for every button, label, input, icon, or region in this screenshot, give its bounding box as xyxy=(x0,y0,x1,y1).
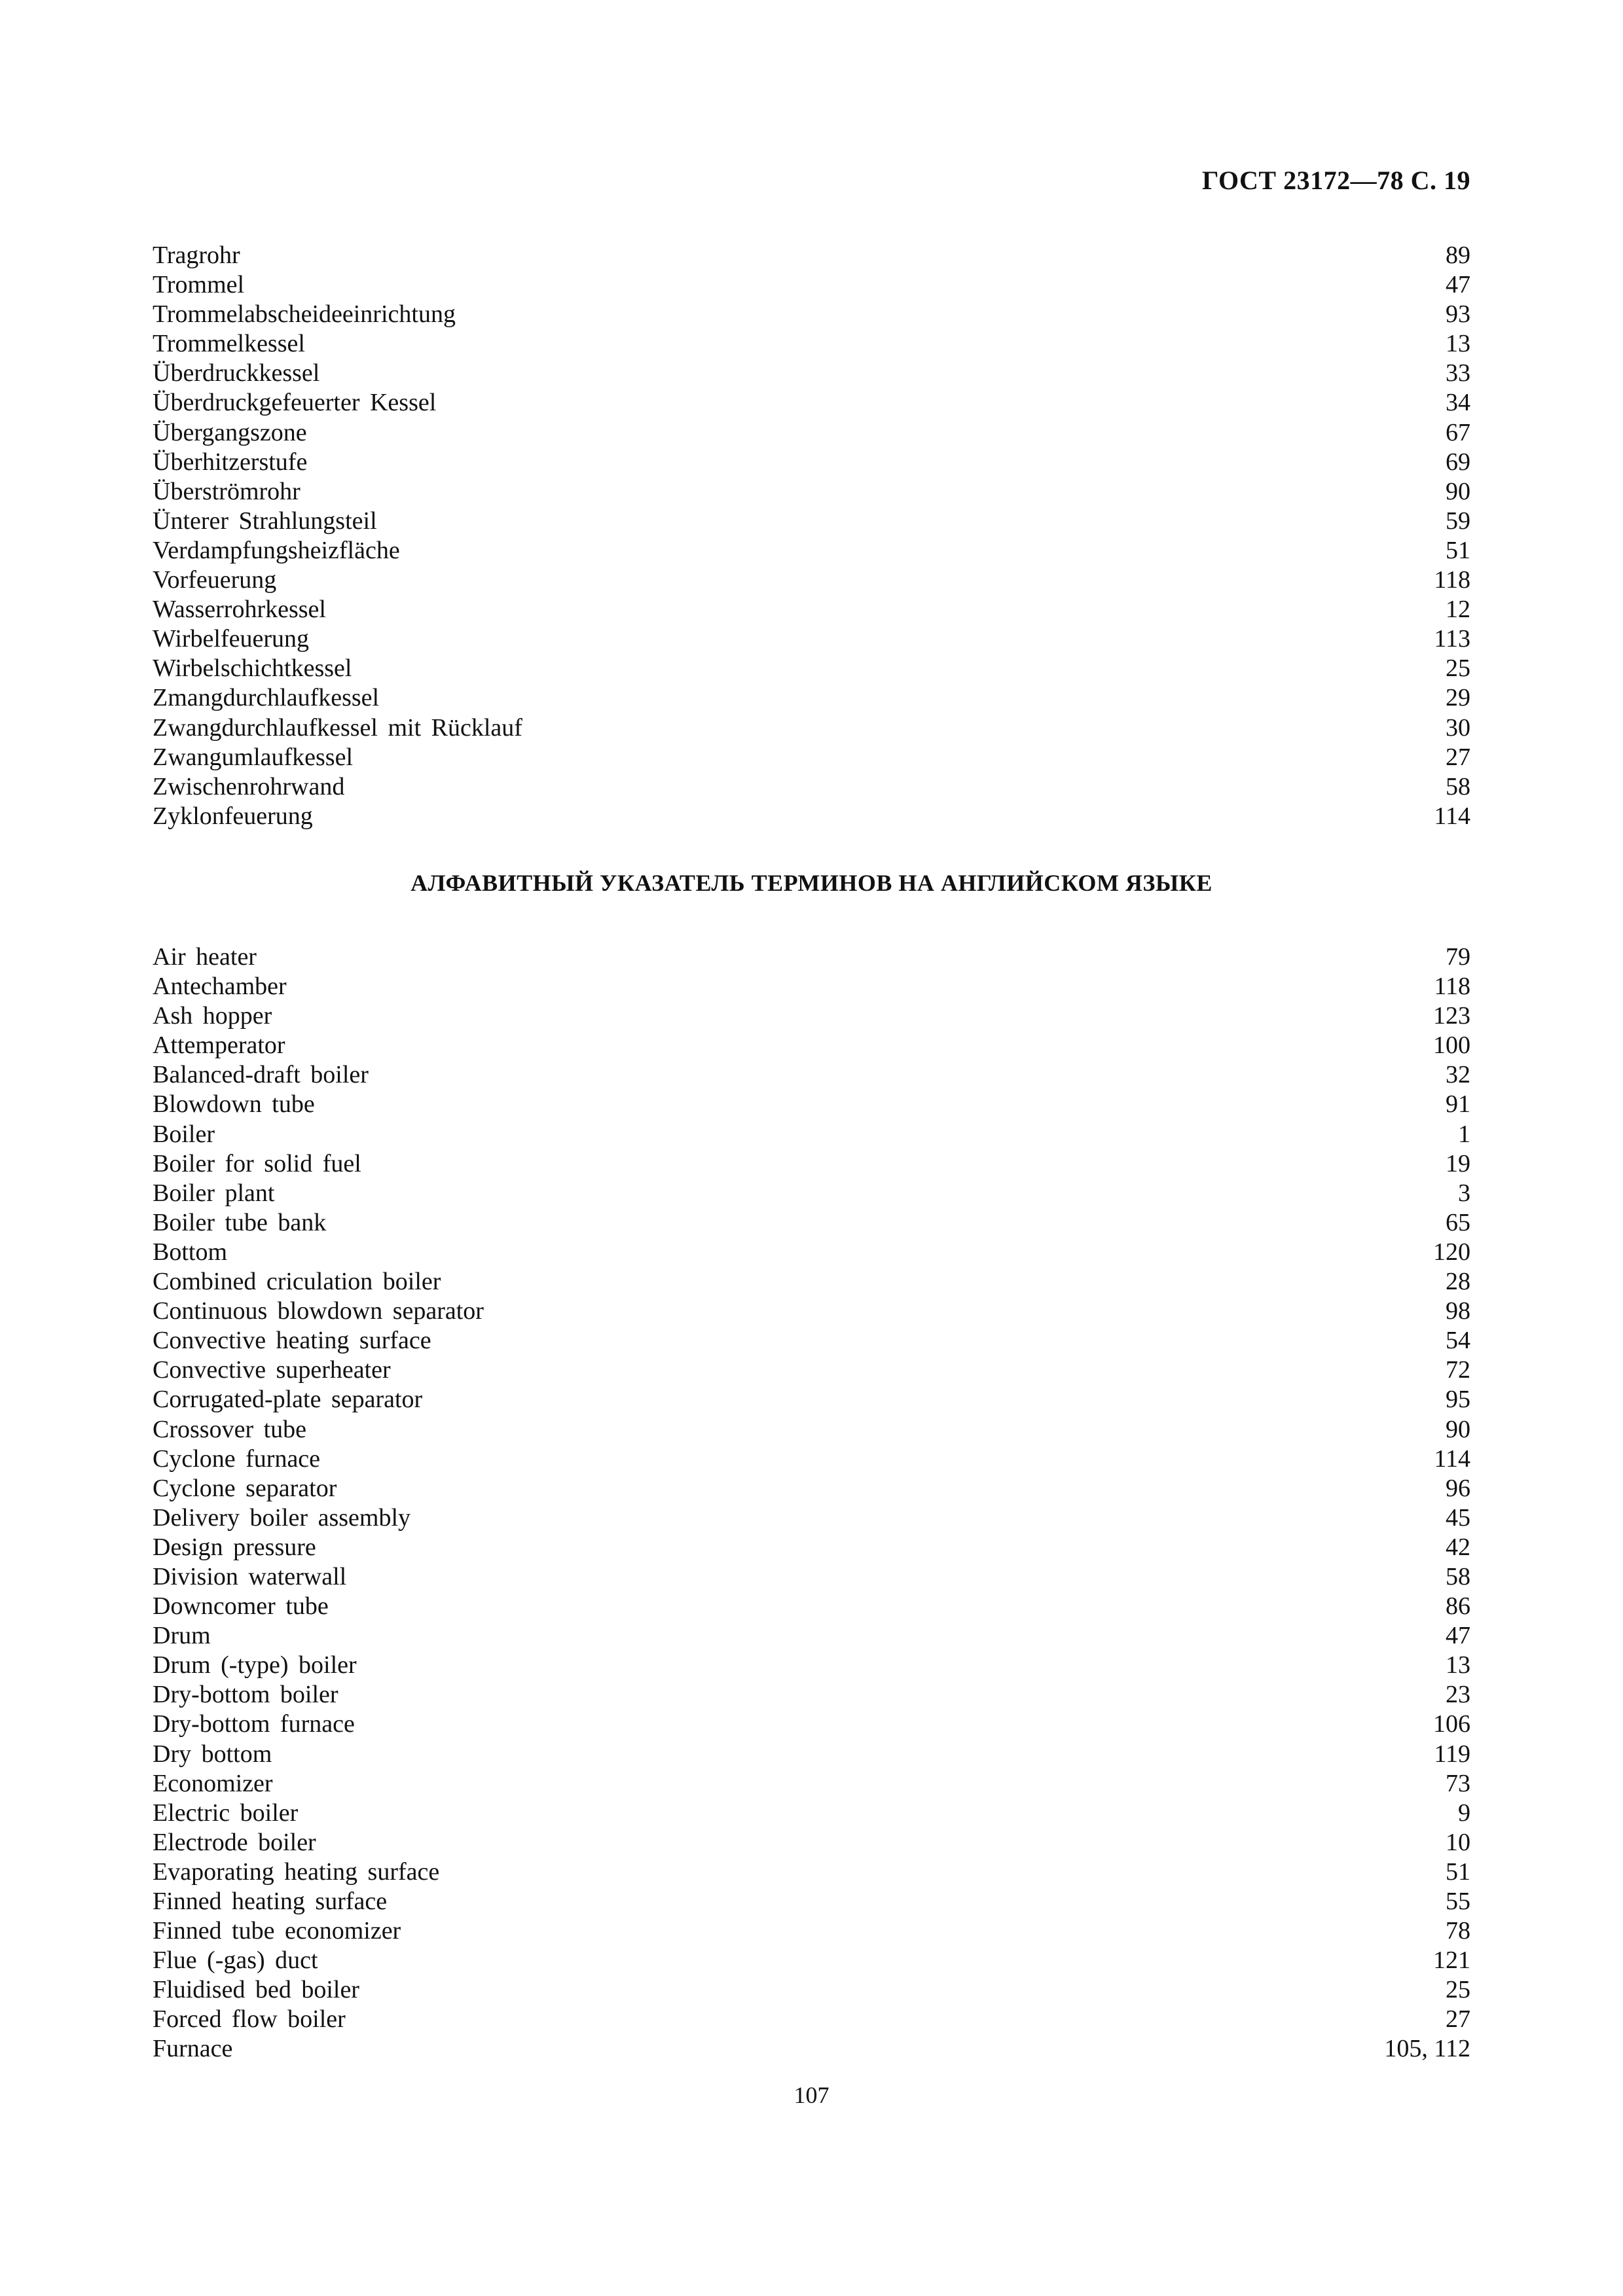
index-term-number: 59 xyxy=(1446,507,1470,535)
index-term-number: 65 xyxy=(1446,1208,1470,1236)
index-term: Drum xyxy=(153,1622,211,1650)
index-term: Corrugated-plate separator xyxy=(153,1386,423,1414)
index-term: Combined criculation boiler xyxy=(153,1268,441,1296)
index-term: Dry-bottom boiler xyxy=(153,1681,338,1709)
index-entry xyxy=(153,972,1470,1001)
index-entry xyxy=(153,1710,1470,1739)
index-entry xyxy=(153,743,1470,772)
index-term-number: 72 xyxy=(1446,1356,1470,1384)
index-term-number: 29 xyxy=(1446,684,1470,712)
index-term: Balanced-draft boiler xyxy=(153,1061,369,1089)
index-term-number: 28 xyxy=(1446,1268,1470,1296)
index-term: Division waterwall xyxy=(153,1562,347,1590)
index-term-number: 114 xyxy=(1434,1444,1470,1473)
index-term-number: 30 xyxy=(1446,713,1470,742)
index-term-number: 79 xyxy=(1446,943,1470,971)
index-term: Cyclone separator xyxy=(153,1474,337,1502)
index-term-number: 58 xyxy=(1446,772,1470,800)
index-term: Dry-bottom furnace xyxy=(153,1710,355,1738)
index-term-number: 12 xyxy=(1446,596,1470,624)
index-term-number: 32 xyxy=(1446,1061,1470,1089)
index-term-number: 93 xyxy=(1446,300,1470,329)
index-term: Dry bottom xyxy=(153,1740,272,1768)
index-entry xyxy=(153,1828,1470,1857)
index-entry xyxy=(153,1533,1470,1562)
index-entry xyxy=(153,1120,1470,1149)
index-entry xyxy=(153,713,1470,743)
index-term-number: 13 xyxy=(1446,1651,1470,1679)
index-term: Air heater xyxy=(153,943,257,971)
index-entry xyxy=(153,1060,1470,1090)
index-entry xyxy=(153,1769,1470,1799)
index-term: Trommel xyxy=(153,271,245,299)
index-term-number: 90 xyxy=(1446,477,1470,505)
index-entry xyxy=(153,1090,1470,1119)
index-term: Crossover tube xyxy=(153,1415,307,1443)
index-entry xyxy=(153,359,1470,388)
index-entry xyxy=(153,1592,1470,1621)
index-term: Forced flow boiler xyxy=(153,2005,346,2034)
index-term: Attemperator xyxy=(153,1031,285,1060)
index-term: Zmangdurchlaufkessel xyxy=(153,684,380,712)
index-entry xyxy=(153,1208,1470,1238)
index-term: Ash hopper xyxy=(153,1002,272,1030)
index-entry xyxy=(153,1651,1470,1680)
index-term: Vorfeuerung xyxy=(153,566,277,594)
index-entry xyxy=(153,1326,1470,1355)
index-entry xyxy=(153,595,1470,624)
index-term-number: 23 xyxy=(1446,1681,1470,1709)
index-term: Trommelkessel xyxy=(153,330,305,358)
index-entry xyxy=(153,1474,1470,1503)
index-entry xyxy=(153,565,1470,595)
index-term: Electric boiler xyxy=(153,1799,299,1827)
index-term: Ünterer Strahlungsteil xyxy=(153,507,377,535)
index-term: Überhitzerstufe xyxy=(153,448,308,476)
german-term-index xyxy=(153,241,1470,831)
index-entry xyxy=(153,1238,1470,1267)
index-term-number: 123 xyxy=(1433,1002,1470,1030)
index-entry xyxy=(153,2005,1470,2034)
index-term-number: 1 xyxy=(1458,1120,1470,1148)
index-term: Convective superheater xyxy=(153,1356,391,1384)
index-term: Furnace xyxy=(153,2035,233,2063)
index-term: Überströmrohr xyxy=(153,477,301,505)
index-term-number: 45 xyxy=(1446,1503,1470,1532)
index-term-number: 25 xyxy=(1446,655,1470,683)
index-term: Zwangumlaufkessel xyxy=(153,743,354,771)
index-term-number: 42 xyxy=(1446,1533,1470,1561)
index-term-number: 67 xyxy=(1446,418,1470,446)
index-term-number: 47 xyxy=(1446,271,1470,299)
index-entry xyxy=(153,477,1470,507)
index-entry xyxy=(153,1975,1470,2005)
index-entry xyxy=(153,1001,1470,1031)
index-term: Antechamber xyxy=(153,973,287,1001)
index-term-number: 3 xyxy=(1458,1179,1470,1207)
index-term: Finned tube economizer xyxy=(153,1917,401,1945)
index-term: Wasserrohrkessel xyxy=(153,596,326,624)
index-term-number: 27 xyxy=(1446,2005,1470,2034)
index-term: Boiler xyxy=(153,1120,215,1148)
index-entry xyxy=(153,942,1470,972)
index-entry xyxy=(153,654,1470,683)
index-term-number: 69 xyxy=(1446,448,1470,476)
index-entry xyxy=(153,536,1470,565)
index-term-number: 34 xyxy=(1446,389,1470,417)
index-term-number: 118 xyxy=(1434,566,1470,594)
index-entry xyxy=(153,418,1470,448)
index-term: Wirbelfeuerung xyxy=(153,625,310,653)
index-term: Boiler tube bank xyxy=(153,1208,327,1236)
index-term-number: 98 xyxy=(1446,1297,1470,1325)
index-term: Überdruckkessel xyxy=(153,359,320,387)
index-entry xyxy=(153,388,1470,418)
index-entry xyxy=(153,1887,1470,1916)
index-entry xyxy=(153,270,1470,300)
index-term: Flue (-gas) duct xyxy=(153,1946,318,1975)
index-entry xyxy=(153,1179,1470,1208)
index-term-number: 33 xyxy=(1446,359,1470,387)
index-term-number: 105, 112 xyxy=(1384,2035,1470,2063)
index-entry xyxy=(153,1946,1470,1975)
index-entry xyxy=(153,1680,1470,1710)
index-entry xyxy=(153,1297,1470,1326)
index-term: Convective heating surface xyxy=(153,1327,431,1355)
index-term-number: 51 xyxy=(1446,536,1470,564)
index-entry xyxy=(153,2034,1470,2064)
index-term-number: 95 xyxy=(1446,1386,1470,1414)
index-entry xyxy=(153,802,1470,831)
page-header: ГОСТ 23172—78 С. 19 xyxy=(1201,166,1470,195)
index-term: Boiler plant xyxy=(153,1179,275,1207)
page-number: 107 xyxy=(793,2082,830,2108)
index-entry xyxy=(153,1444,1470,1474)
index-term-number: 13 xyxy=(1446,330,1470,358)
index-entry xyxy=(153,1267,1470,1297)
index-term-number: 10 xyxy=(1446,1828,1470,1856)
english-index-title: АЛФАВИТНЫЙ УКАЗАТЕЛЬ ТЕРМИНОВ НА АНГЛИЙСКОМ ЯЗЫКЕ xyxy=(410,870,1213,896)
index-term-number: 113 xyxy=(1434,625,1470,653)
index-entry xyxy=(153,624,1470,654)
index-term: Überdruckgefeuerter Kessel xyxy=(153,389,437,417)
index-entry xyxy=(153,1916,1470,1946)
index-term: Zyklonfeuerung xyxy=(153,802,313,830)
index-term-number: 121 xyxy=(1433,1946,1470,1975)
index-term: Trommelabscheideeinrichtung xyxy=(153,300,456,329)
index-term-number: 106 xyxy=(1433,1710,1470,1738)
index-term: Downcomer tube xyxy=(153,1592,329,1621)
index-term: Fluidised bed boiler xyxy=(153,1976,359,2004)
index-term: Delivery boiler assembly xyxy=(153,1503,411,1532)
index-entry xyxy=(153,683,1470,713)
index-entry xyxy=(153,1149,1470,1179)
index-entry xyxy=(153,1355,1470,1385)
index-term: Verdampfungsheizfläche xyxy=(153,536,400,564)
index-term-number: 27 xyxy=(1446,743,1470,771)
index-entry xyxy=(153,448,1470,477)
english-term-index xyxy=(153,942,1470,2064)
index-entry xyxy=(153,1031,1470,1060)
index-term-number: 47 xyxy=(1446,1622,1470,1650)
index-term: Design pressure xyxy=(153,1533,316,1561)
index-term-number: 78 xyxy=(1446,1917,1470,1945)
index-term-number: 25 xyxy=(1446,1976,1470,2004)
index-entry xyxy=(153,1415,1470,1444)
index-term-number: 120 xyxy=(1433,1238,1470,1266)
index-entry xyxy=(153,241,1470,270)
index-term-number: 91 xyxy=(1446,1090,1470,1119)
index-term-number: 54 xyxy=(1446,1327,1470,1355)
index-term: Blowdown tube xyxy=(153,1090,315,1119)
index-entry xyxy=(153,1503,1470,1533)
index-term-number: 58 xyxy=(1446,1562,1470,1590)
index-entry xyxy=(153,1740,1470,1769)
index-term-number: 19 xyxy=(1446,1149,1470,1177)
index-term: Boiler for solid fuel xyxy=(153,1149,361,1177)
index-term: Electrode boiler xyxy=(153,1828,316,1856)
index-entry xyxy=(153,1799,1470,1828)
index-term-number: 55 xyxy=(1446,1888,1470,1915)
index-term-number: 73 xyxy=(1446,1769,1470,1797)
index-term: Drum (-type) boiler xyxy=(153,1651,357,1679)
index-entry xyxy=(153,300,1470,329)
index-term: Zwangdurchlaufkessel mit Rücklauf xyxy=(153,713,522,742)
index-term-number: 9 xyxy=(1458,1799,1470,1827)
index-term-number: 51 xyxy=(1446,1857,1470,1886)
index-term: Evaporating heating surface xyxy=(153,1857,440,1886)
index-term: Cyclone furnace xyxy=(153,1444,321,1473)
index-term-number: 119 xyxy=(1434,1740,1470,1768)
index-term: Continuous blowdown separator xyxy=(153,1297,484,1325)
index-entry xyxy=(153,772,1470,802)
index-entry xyxy=(153,329,1470,359)
index-term-number: 90 xyxy=(1446,1415,1470,1443)
index-term: Finned heating surface xyxy=(153,1888,388,1915)
index-term-number: 118 xyxy=(1434,973,1470,1001)
index-term: Economizer xyxy=(153,1769,273,1797)
index-entry xyxy=(153,1562,1470,1592)
index-entry xyxy=(153,507,1470,536)
index-term-number: 86 xyxy=(1446,1592,1470,1621)
index-term-number: 114 xyxy=(1434,802,1470,830)
index-term: Tragrohr xyxy=(153,242,240,269)
index-term: Wirbelschichtkessel xyxy=(153,655,352,683)
index-term: Bottom xyxy=(153,1238,228,1266)
index-term: Übergangszone xyxy=(153,418,307,446)
index-term-number: 96 xyxy=(1446,1474,1470,1502)
index-term-number: 89 xyxy=(1446,242,1470,269)
index-term: Zwischenrohrwand xyxy=(153,772,345,800)
index-entry xyxy=(153,1621,1470,1651)
index-entry xyxy=(153,1857,1470,1887)
index-entry xyxy=(153,1385,1470,1414)
index-term-number: 100 xyxy=(1433,1031,1470,1060)
